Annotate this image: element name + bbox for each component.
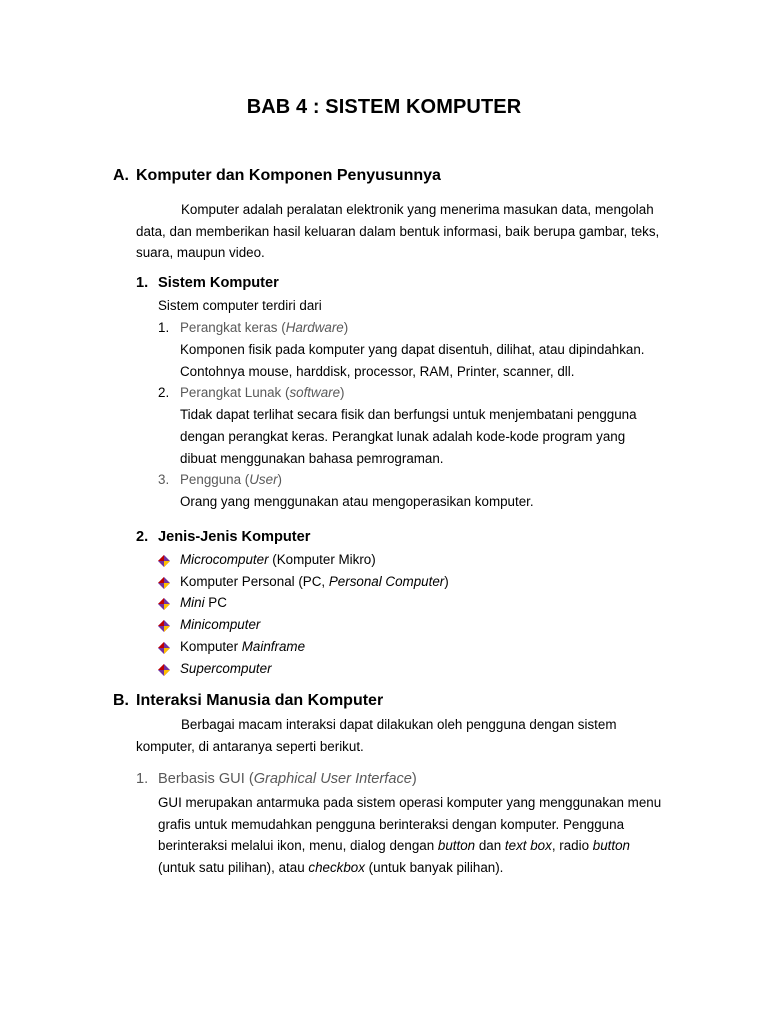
gui-text-line: berinteraksi melalui ikon, menu, dialog dengan button dan text box, radio button bbox=[158, 838, 630, 853]
component-item-number: 2. bbox=[158, 385, 170, 400]
section-b-heading: Interaksi Manusia dan Komputer bbox=[136, 692, 384, 709]
section-b-intro-line: komputer, di antaranya seperti berikut. bbox=[136, 739, 364, 754]
component-item-label: Perangkat Lunak (software) bbox=[180, 385, 345, 400]
gui-number: 1. bbox=[136, 771, 149, 787]
section-a-heading: Komputer dan Komponen Penyusunnya bbox=[136, 167, 441, 184]
component-item-desc: Contohnya mouse, harddisk, processor, RAM, Printer, scanner, dll. bbox=[180, 364, 575, 379]
computer-type-item: Komputer Mainframe bbox=[180, 638, 306, 654]
gui-text-line: grafis untuk memudahkan pengguna berinteraksi dengan komputer. Pengguna bbox=[158, 817, 625, 832]
sub2-heading: Jenis-Jenis Komputer bbox=[158, 529, 311, 545]
page-title: BAB 4 : SISTEM KOMPUTER bbox=[246, 96, 522, 118]
diamond-bullet-icon bbox=[158, 576, 170, 588]
computer-type-item: Microcomputer (Komputer Mikro) bbox=[180, 552, 376, 567]
sub2-number: 2. bbox=[136, 529, 149, 545]
section-b-letter: B. bbox=[113, 692, 129, 709]
computer-type-item: Komputer Personal (PC, Personal Computer) bbox=[180, 573, 449, 589]
component-item-desc: Tidak dapat terlihat secara fisik dan berfungsi untuk menjembatani pengguna bbox=[180, 407, 637, 422]
sub1-heading: Sistem Komputer bbox=[158, 275, 279, 291]
component-item-number: 3. bbox=[158, 472, 170, 487]
diamond-bullet-icon bbox=[158, 663, 170, 675]
component-item-desc: Komponen fisik pada komputer yang dapat disentuh, dilihat, atau dipindahkan. bbox=[180, 342, 645, 357]
component-item-desc: dibuat menggunakan bahasa pemrograman. bbox=[180, 451, 444, 466]
computer-type-item: Supercomputer bbox=[180, 660, 272, 676]
component-item-label: Pengguna (User) bbox=[180, 472, 282, 487]
diamond-bullet-icon bbox=[158, 597, 170, 609]
section-a-intro: Komputer adalah peralatan elektronik yang menerima masukan data, mengolah data, dan memberikan hasil keluaran dalam bentuk informasi, baik berupa gambar, teks, suara, maupun video. bbox=[136, 202, 660, 261]
component-item-label: Perangkat keras (Hardware) bbox=[180, 320, 349, 335]
section-a-letter: A. bbox=[113, 167, 129, 184]
diamond-bullet-icon bbox=[158, 641, 170, 653]
gui-text-line: GUI merupakan antarmuka pada sistem operasi komputer yang menggunakan menu bbox=[158, 795, 662, 810]
gui-text-line: (untuk satu pilihan), atau checkbox (untuk banyak pilihan). bbox=[158, 860, 504, 875]
computer-type-item: Mini PC bbox=[180, 595, 227, 611]
component-item-number: 1. bbox=[158, 320, 170, 335]
gui-heading: Berbasis GUI (Graphical User Interface) bbox=[158, 771, 417, 787]
diamond-bullet-icon bbox=[158, 619, 170, 631]
computer-type-item: Minicomputer bbox=[180, 617, 261, 633]
component-item-desc: Orang yang menggunakan atau mengoperasikan komputer. bbox=[180, 494, 534, 509]
section-b-intro-line: Berbagai macam interaksi dapat dilakukan oleh pengguna dengan sistem bbox=[181, 717, 617, 732]
component-item-desc: dengan perangkat keras. Perangkat lunak adalah kode-kode program yang bbox=[180, 429, 626, 444]
sub1-number: 1. bbox=[136, 275, 149, 291]
diamond-bullet-icon bbox=[158, 554, 170, 566]
sub1-lead: Sistem computer terdiri dari bbox=[158, 298, 322, 313]
